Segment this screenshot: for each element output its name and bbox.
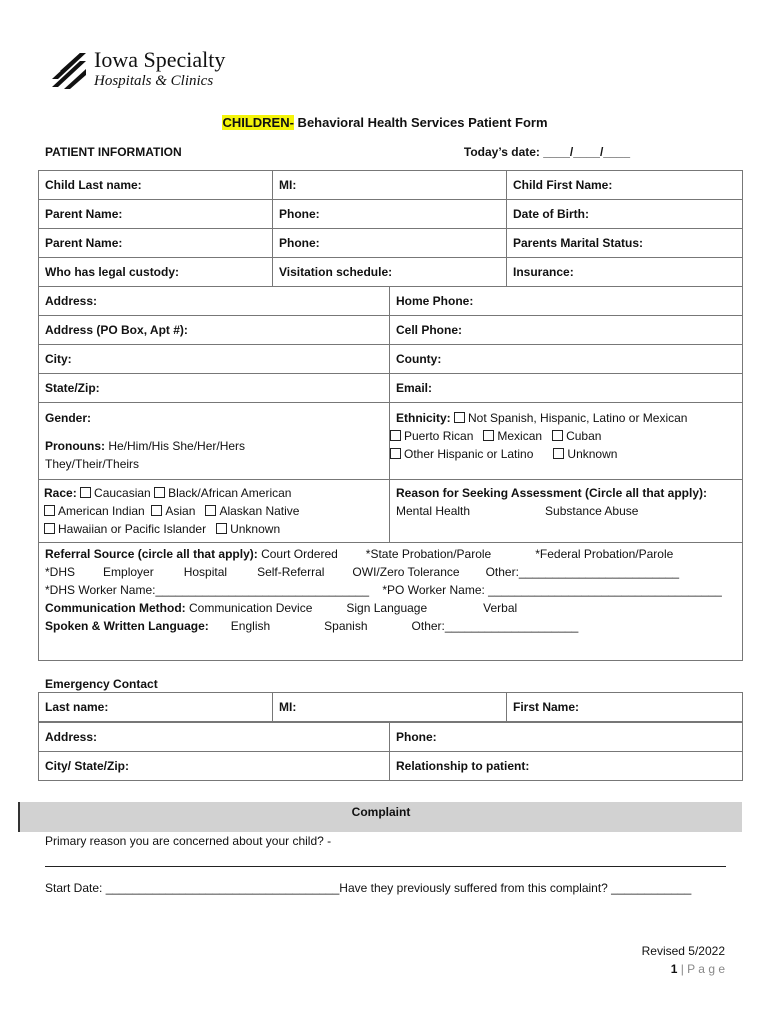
sign-language-option[interactable]: Sign Language [346, 601, 428, 615]
checkbox-icon[interactable] [483, 430, 494, 441]
referral-line1 [45, 545, 736, 563]
race-option-black: Black/African American [168, 486, 292, 500]
table-row [39, 229, 743, 258]
race-option-caucasian: Caucasian [94, 486, 151, 500]
table-row [39, 287, 743, 316]
todays-date-field[interactable]: Today’s date: ____/____/____ [463, 145, 630, 159]
cell-phone-field[interactable]: Cell Phone: [390, 316, 743, 345]
referral-state-probation[interactable]: *State Probation/Parole [365, 547, 492, 561]
parent-phone-field-1[interactable]: Phone: [273, 200, 507, 229]
ethnicity-option-unknown: Unknown [567, 447, 618, 461]
complaint-start-line [45, 881, 691, 895]
emergency-table-1 [38, 692, 743, 722]
emergency-address-field[interactable]: Address: [39, 723, 390, 752]
form-title [0, 115, 770, 130]
logo-text-line2: Hospitals & Clinics [94, 73, 214, 89]
address-po-field[interactable]: Address (PO Box, Apt #): [39, 316, 390, 345]
ethnicity-option-cuban: Cuban [566, 429, 602, 443]
race-option-hawaiian: Hawaiian or Pacific Islander [58, 522, 207, 536]
reason-option-substance-abuse[interactable]: Substance Abuse [545, 504, 639, 518]
referral-federal-probation[interactable]: *Federal Probation/Parole [535, 547, 674, 561]
table-row [39, 403, 743, 480]
emergency-first-name-field[interactable]: First Name: [507, 693, 743, 722]
county-field[interactable]: County: [390, 345, 743, 374]
checkbox-icon[interactable] [205, 505, 216, 516]
child-mi-field[interactable]: MI: [273, 171, 507, 200]
spanish-option[interactable]: Spanish [324, 619, 368, 633]
insurance-field[interactable]: Insurance: [507, 258, 743, 287]
child-first-name-field[interactable]: Child First Name: [507, 171, 743, 200]
referral-hospital[interactable]: Hospital [183, 565, 228, 579]
revised-date: Revised 5/2022 [641, 944, 725, 958]
language-label: Spoken & Written Language: [45, 619, 209, 633]
gender-label: Gender: [45, 411, 92, 425]
race-option-unknown: Unknown [230, 522, 281, 536]
marital-status-field[interactable]: Parents Marital Status: [507, 229, 743, 258]
parent-phone-field-2[interactable]: Phone: [273, 229, 507, 258]
emergency-relationship-field[interactable]: Relationship to patient: [390, 752, 743, 781]
checkbox-icon[interactable] [552, 430, 563, 441]
table-row [39, 374, 743, 403]
reason-option-mental-health[interactable]: Mental Health [396, 504, 471, 518]
start-date-field[interactable]: Start Date: ___________________________________ [45, 881, 340, 895]
date-of-birth-field[interactable]: Date of Birth: [507, 200, 743, 229]
table-row [39, 480, 743, 543]
checkbox-icon[interactable] [44, 523, 55, 534]
referral-other-field[interactable]: Other:________________________ [485, 565, 680, 579]
table-row [39, 752, 743, 781]
referral-label: Referral Source (circle all that apply): [45, 547, 258, 561]
referral-communication-cell [39, 543, 743, 661]
referral-owi[interactable]: OWI/Zero Tolerance [352, 565, 460, 579]
checkbox-icon[interactable] [154, 487, 165, 498]
page-number [671, 962, 725, 976]
race-line3 [44, 520, 383, 538]
complaint-question: Primary reason you are concerned about your child? - [45, 834, 332, 848]
referral-employer[interactable]: Employer [103, 565, 154, 579]
patient-info-header [45, 145, 630, 159]
table-row [39, 693, 743, 722]
communication-line [45, 599, 736, 617]
emergency-phone-field[interactable]: Phone: [390, 723, 743, 752]
reason-label: Reason for Seeking Assessment (Circle all that apply): [396, 486, 707, 500]
complaint-answer-line[interactable] [45, 866, 726, 867]
table-row [39, 200, 743, 229]
parent-name-field-2[interactable]: Parent Name: [39, 229, 273, 258]
title-highlight: CHILDREN- [222, 115, 294, 130]
previously-suffered-field[interactable]: Have they previously suffered from this complaint? ____________ [339, 881, 692, 895]
city-field[interactable]: City: [39, 345, 390, 374]
ethnicity-line2 [390, 427, 736, 445]
pronouns-options-2[interactable]: They/Their/Theirs [45, 457, 140, 471]
race-cell [39, 480, 390, 543]
table-row [39, 258, 743, 287]
patient-info-label: PATIENT INFORMATION [45, 145, 182, 159]
ethnicity-label: Ethnicity: [396, 411, 451, 425]
communication-label: Communication Method: [45, 601, 186, 615]
checkbox-icon[interactable] [80, 487, 91, 498]
visitation-field[interactable]: Visitation schedule: [273, 258, 507, 287]
email-field[interactable]: Email: [390, 374, 743, 403]
checkbox-icon[interactable] [151, 505, 162, 516]
po-worker-field[interactable]: *PO Worker Name: ___________________________________ [382, 583, 722, 597]
logo [50, 47, 240, 97]
dhs-worker-field[interactable]: *DHS Worker Name:________________________________ [45, 583, 370, 597]
checkbox-icon[interactable] [216, 523, 227, 534]
emergency-table-2 [38, 722, 743, 781]
table-row [39, 723, 743, 752]
ethnicity-option-mexican: Mexican [497, 429, 543, 443]
home-phone-field[interactable]: Home Phone: [390, 287, 743, 316]
race-option-alaskan: Alaskan Native [219, 504, 300, 518]
address-field[interactable]: Address: [39, 287, 390, 316]
emergency-mi-field[interactable]: MI: [273, 693, 507, 722]
referral-dhs[interactable]: *DHS [45, 565, 76, 579]
emergency-last-name-field[interactable]: Last name: [39, 693, 273, 722]
checkbox-icon[interactable] [553, 448, 564, 459]
race-option-american-indian: American Indian [58, 504, 145, 518]
page-num: 1 [670, 962, 678, 976]
table-row [39, 345, 743, 374]
language-line [45, 617, 736, 635]
language-other-field[interactable]: Other:____________________ [411, 619, 579, 633]
reason-options [396, 502, 736, 520]
complaint-heading: Complaint [18, 802, 742, 832]
pronouns-label: Pronouns: [45, 439, 105, 453]
checkbox-icon[interactable] [390, 448, 401, 459]
reason-cell [390, 480, 743, 543]
logo-text-line1: Iowa Specialty [94, 47, 226, 72]
emergency-contact-heading: Emergency Contact [45, 677, 158, 691]
comm-device-option[interactable]: Communication Device [189, 601, 313, 615]
ethnicity-cell [390, 403, 743, 480]
title-rest: Behavioral Health Services Patient Form [293, 115, 548, 130]
verbal-option[interactable]: Verbal [483, 601, 518, 615]
parent-name-field-1[interactable]: Parent Name: [39, 200, 273, 229]
ethnicity-option-not-hispanic: Not Spanish, Hispanic, Latino or Mexican [468, 411, 688, 425]
state-zip-field[interactable]: State/Zip: [39, 374, 390, 403]
contact-table [38, 286, 743, 661]
ethnicity-option-other: Other Hispanic or Latino [404, 447, 534, 461]
pronouns-options-1[interactable]: He/Him/His She/Her/Hers [105, 439, 246, 453]
referral-line2 [45, 563, 736, 581]
race-label: Race: [44, 486, 77, 500]
referral-line3 [45, 581, 736, 599]
table-row [39, 171, 743, 200]
checkbox-icon[interactable] [390, 430, 401, 441]
race-line1 [44, 484, 383, 502]
ethnicity-line1 [390, 409, 736, 427]
ethnicity-option-puerto-rican: Puerto Rican [404, 429, 474, 443]
child-last-name-field[interactable]: Child Last name: [39, 171, 273, 200]
ethnicity-line3 [390, 445, 736, 463]
race-option-asian: Asian [165, 504, 196, 518]
gender-cell[interactable] [39, 403, 390, 480]
patient-info-table [38, 170, 743, 287]
checkbox-icon[interactable] [44, 505, 55, 516]
race-line2 [44, 502, 383, 520]
emergency-city-field[interactable]: City/ State/Zip: [39, 752, 390, 781]
referral-self[interactable]: Self-Referral [257, 565, 325, 579]
checkbox-icon[interactable] [454, 412, 465, 423]
page-word: | P a g e [680, 962, 725, 976]
table-row [39, 543, 743, 661]
logo-mark-icon [50, 49, 88, 89]
referral-court-ordered[interactable]: Court Ordered [261, 547, 338, 561]
pronouns-line1 [45, 437, 383, 455]
legal-custody-field[interactable]: Who has legal custody: [39, 258, 273, 287]
table-row [39, 316, 743, 345]
english-option[interactable]: English [230, 619, 271, 633]
